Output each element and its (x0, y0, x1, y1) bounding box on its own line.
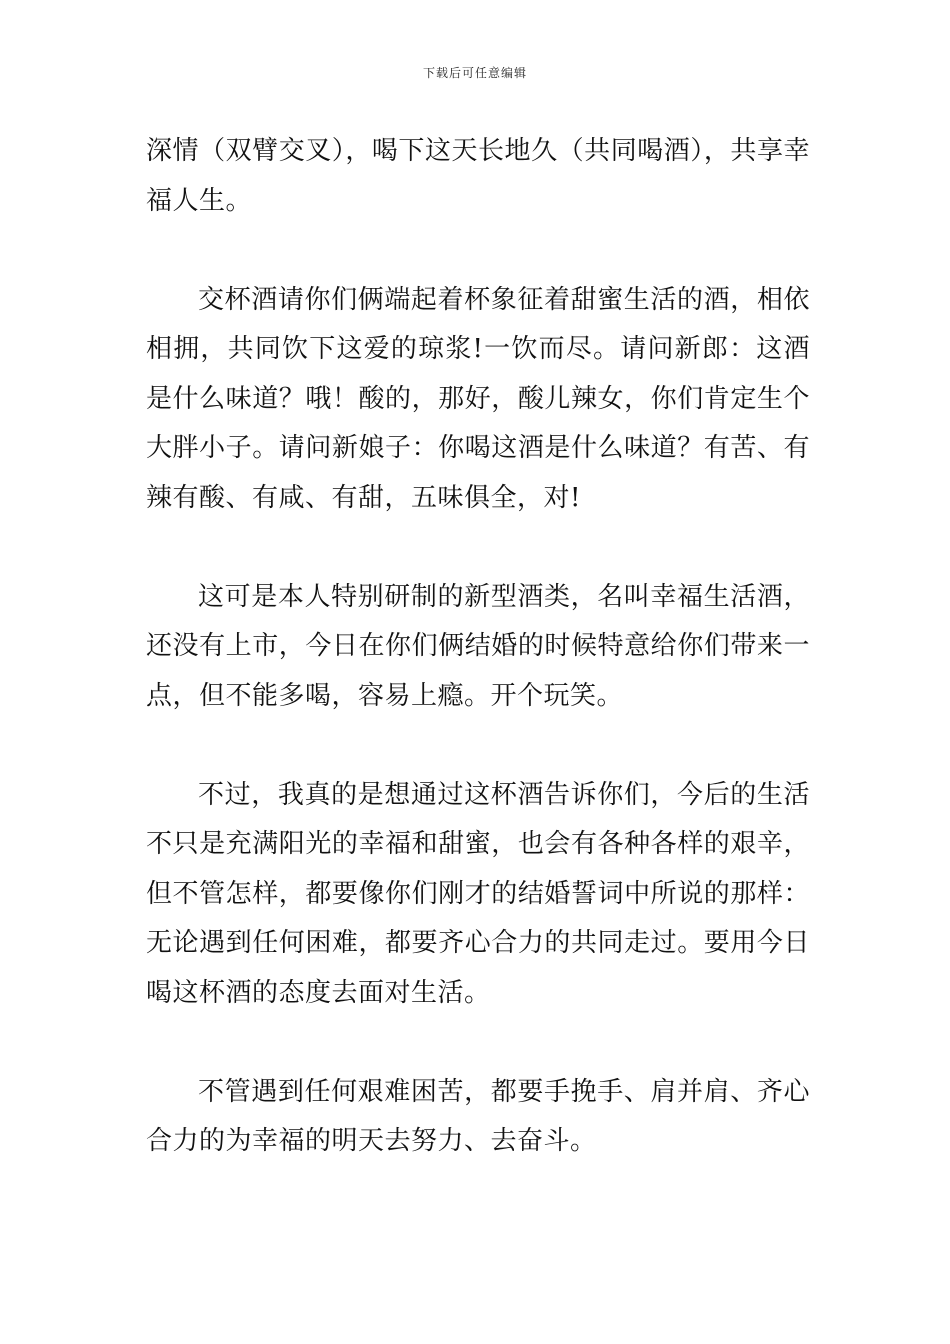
document-body (146, 127, 810, 1216)
paragraph-continuation: 深情（双臂交叉），喝下这天长地久（共同喝酒），共享幸福人生。 (146, 136, 810, 216)
paragraph-life-advice: 不过，我真的是想通过这杯酒告诉你们，今后的生活不只是充满阳光的幸福和甜蜜，也会有各种各样的艰辛，但不管怎样，都要像你们刚才的结婚誓词中所说的那样：无论遇到任何困难，都要齐心合力的共同走过。要用今日喝这杯酒的态度去面对生活。 (146, 779, 810, 1008)
paragraph-happiness-wine: 这可是本人特别研制的新型酒类，名叫幸福生活酒，还没有上市，今日在你们俩结婚的时候特意给你们带来一点，但不能多喝，容易上瘾。开个玩笑。 (146, 581, 810, 711)
page-header: 下载后可任意编辑 (422, 66, 527, 80)
paragraph-toast-cups: 交杯酒请你们俩端起着杯象征着甜蜜生活的酒，相依相拥，共同饮下这爱的琼浆!一饮而尽。请问新郎：这酒是什么味道？哦！酸的，那好，酸儿辣女，你们肯定生个大胖小子。请问新娘子：你喝这酒是什么味道？有苦、有辣有酸、有咸、有甜，五味俱全，对! (146, 284, 810, 513)
paragraph-closing: 不管遇到任何艰难困苦，都要手挽手、肩并肩、齐心合力的为幸福的明天去努力、去奋斗。 (146, 1076, 810, 1156)
